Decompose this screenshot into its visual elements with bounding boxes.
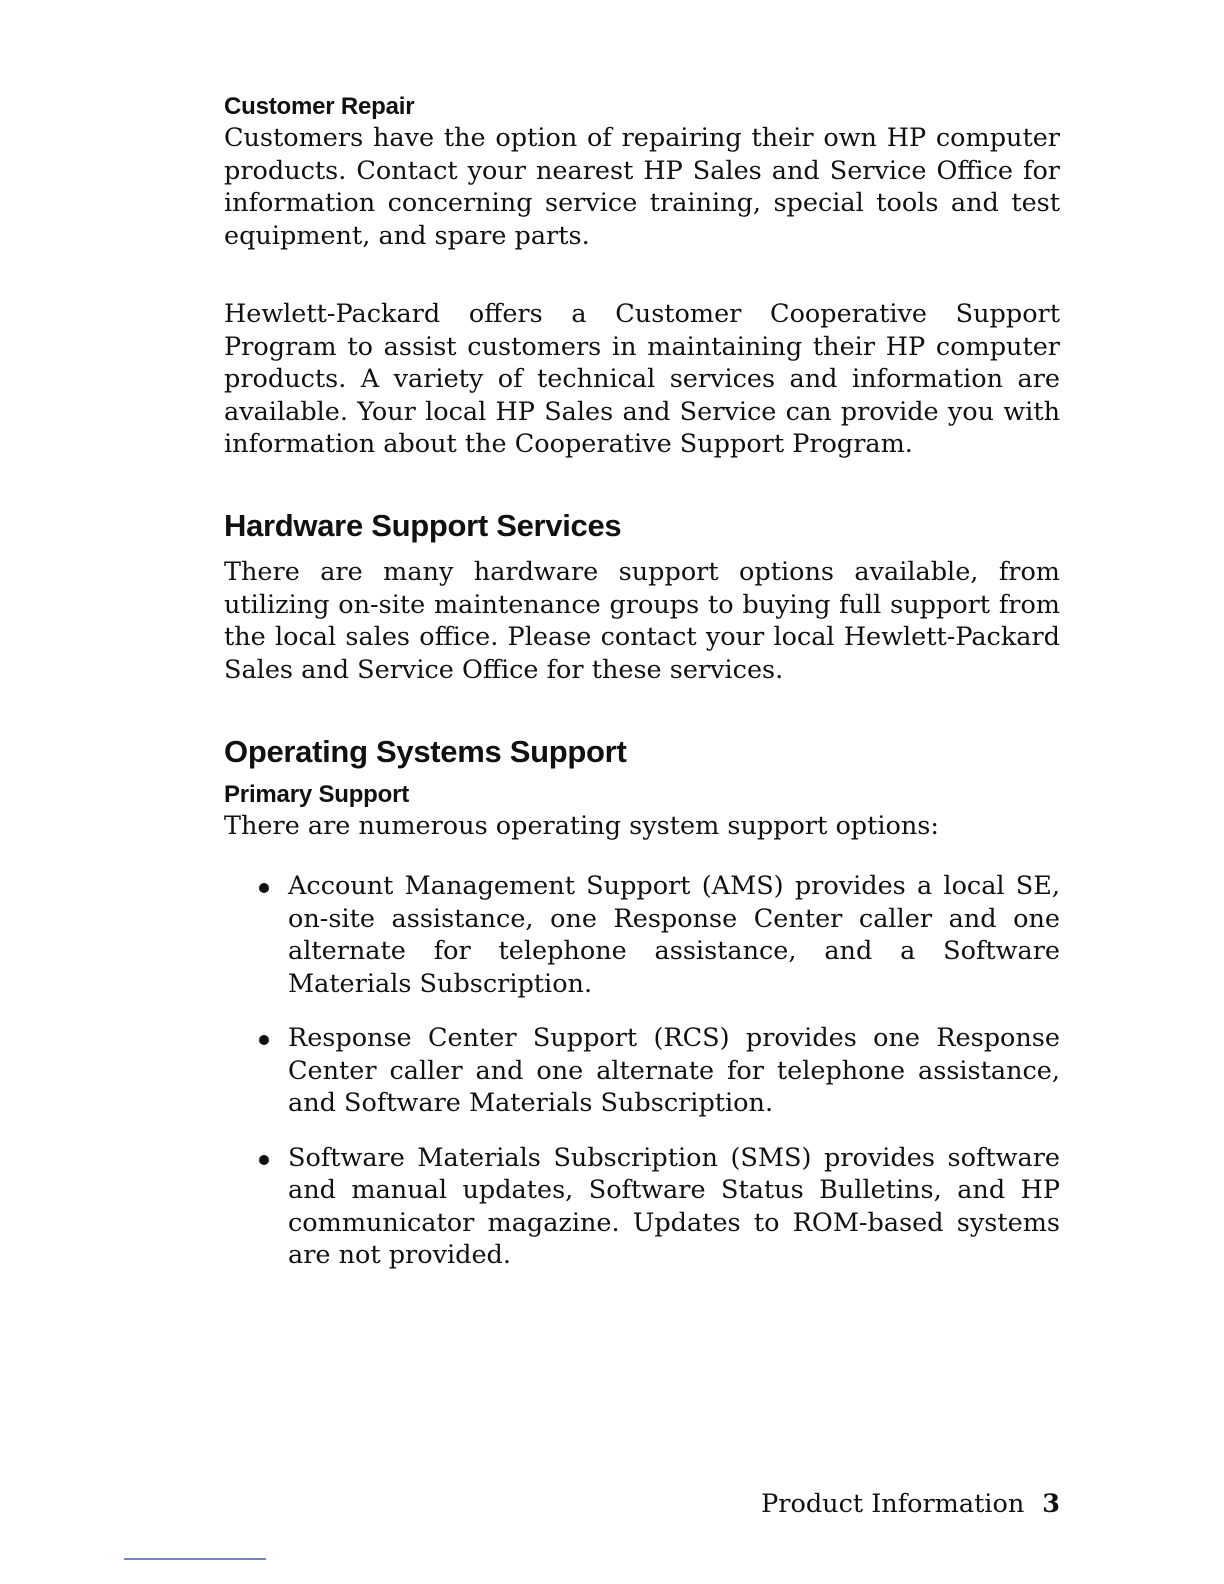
bullet-icon [259, 883, 269, 893]
list-item [224, 870, 1060, 1000]
cooperative-support-section [224, 298, 1060, 461]
document-page [224, 92, 1060, 1532]
hardware-support-heading: Hardware Support Services [224, 508, 622, 543]
bullet-icon [259, 1155, 269, 1165]
bottom-divider [124, 1558, 266, 1560]
primary-support-subheading: Primary Support [224, 781, 410, 808]
customer-repair-paragraph-2: Hewlett-Packard offers a Customer Cooperative Support Program to assist customers in maintaining their HP computer products. A variety of technical services and information are available. Your local HP Sales and Service can provide you with information about the Cooperative Support Program. [224, 299, 1060, 459]
page-footer [761, 1488, 1060, 1520]
bullet-text-ams: Account Management Support (AMS) provides a local SE, on-site assistance, one Response Center caller and one alternate for telephone assistance, and a Software Materials Subscription. [288, 871, 1060, 999]
os-support-bullet-list [224, 870, 1060, 1272]
list-item [224, 1142, 1060, 1272]
os-support-section [224, 734, 1060, 843]
footer-section-title: Product Information [761, 1489, 1025, 1519]
list-item [224, 1022, 1060, 1120]
customer-repair-heading: Customer Repair [224, 93, 415, 120]
os-support-heading: Operating Systems Support [224, 734, 627, 769]
hardware-support-section [224, 508, 1060, 686]
customer-repair-paragraph-1: Customers have the option of repairing their own HP computer products. Contact your nearest HP Sales and Service Office for information concerning service training, special tools and test equipment, and spare parts. [224, 123, 1060, 251]
bullet-text-rcs: Response Center Support (RCS) provides one Response Center caller and one alternate for telephone assistance, and Software Materials Subscription. [288, 1023, 1060, 1118]
page-number: 3 [1042, 1489, 1060, 1519]
bullet-icon [259, 1035, 269, 1045]
hardware-support-paragraph: There are many hardware support options available, from utilizing on-site maintenance groups to buying full support from the local sales office. Please contact your local Hewlett-Packard Sales and Service Office for these services. [224, 557, 1060, 685]
bullet-text-sms: Software Materials Subscription (SMS) provides software and manual updates, Software Status Bulletins, and HP communicator magazine. Updates to ROM-based systems are not provided. [288, 1142, 1060, 1270]
os-support-intro: There are numerous operating system support options: [224, 811, 939, 841]
customer-repair-section [224, 92, 1060, 252]
